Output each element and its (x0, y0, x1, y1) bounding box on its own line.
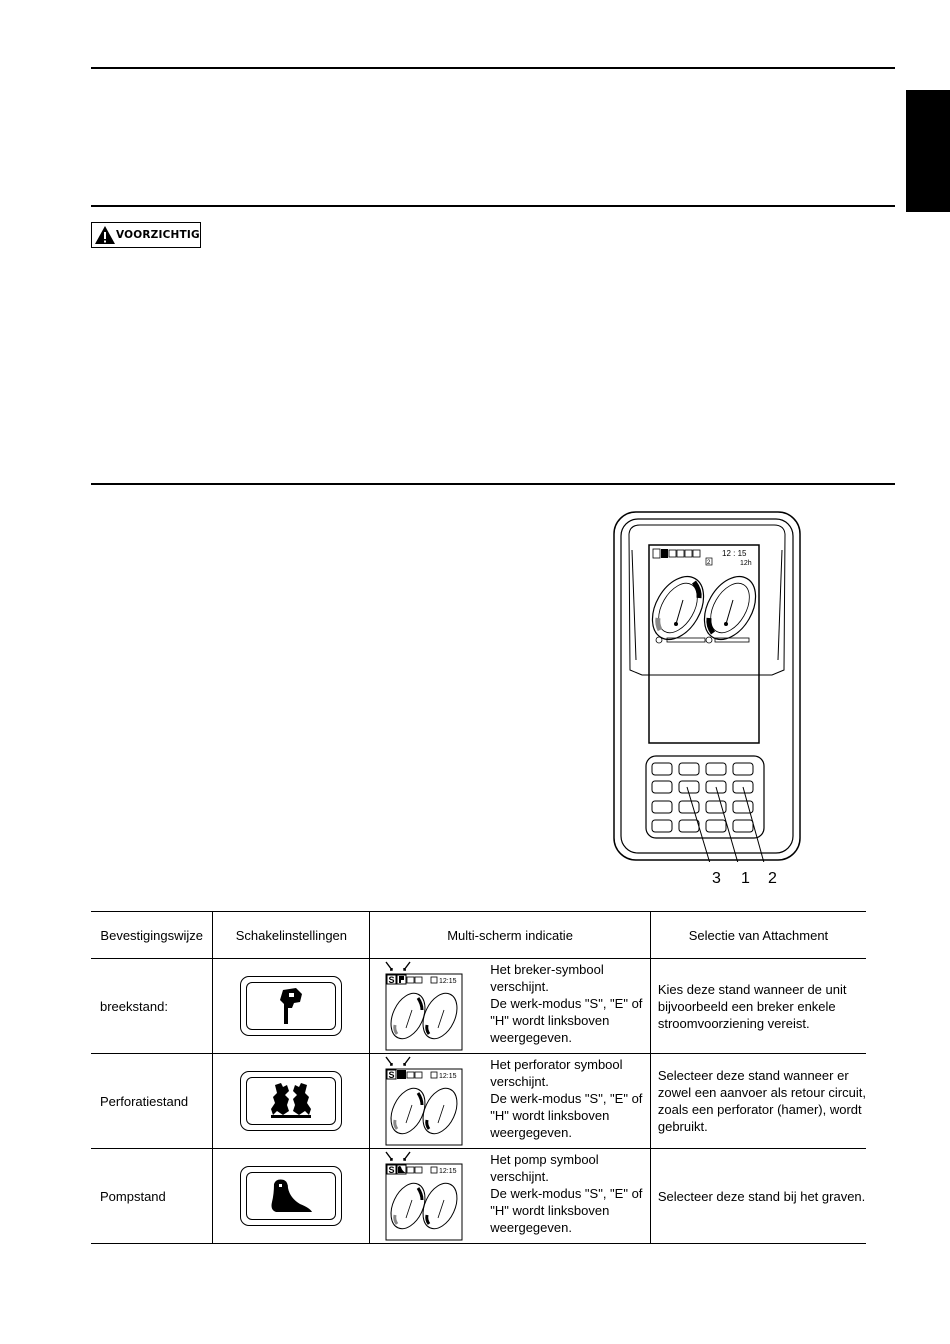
mount-cell: Perforatiestand (91, 1054, 213, 1149)
indication-line: De werk-modus "S", "E" of (490, 996, 643, 1011)
perforator-icon (269, 1081, 313, 1121)
monitor-indicator: 2 (707, 560, 711, 566)
callout-3: 3 (712, 870, 721, 887)
header-selection: Selectie van Attachment (650, 912, 866, 959)
caution-label (91, 222, 201, 248)
screen-cell (370, 959, 651, 1054)
table-header-row (91, 912, 866, 959)
pump-icon (266, 1176, 316, 1216)
switch-cell (213, 1149, 370, 1244)
indication-line: "H" wordt linksboven (490, 1108, 610, 1123)
selection-line: Kies deze stand wanneer de unit (657, 981, 847, 997)
selection-line: gebruikt. (657, 1119, 708, 1134)
indication-line: Het breker-symbool (490, 962, 604, 977)
attachment-mode-table (91, 911, 866, 1244)
table-row (91, 959, 866, 1054)
right-gauge (694, 568, 766, 649)
section-rule-2 (91, 483, 895, 485)
top-rule (91, 67, 895, 69)
mini-clock: 12:15 (439, 1168, 457, 1175)
selection-line: Selecteer deze stand bij het graven. (657, 1188, 866, 1204)
indication-line: Het perforator symbool (490, 1057, 623, 1072)
mount-cell: Pompstand (91, 1149, 213, 1244)
switch-cell (213, 1054, 370, 1149)
table-row (91, 1149, 866, 1244)
selection-line: Selecteer deze stand wanneer er (657, 1068, 849, 1083)
indication-line: weergegeven. (490, 1030, 572, 1045)
indication-line: De werk-modus "S", "E" of (490, 1186, 643, 1201)
indication-line: weergegeven. (490, 1220, 572, 1235)
header-screen: Multi-scherm indicatie (370, 912, 651, 959)
callout-1: 1 (741, 870, 750, 887)
mini-screen-breaker (384, 960, 464, 1052)
indication-line: De werk-modus "S", "E" of (490, 1091, 643, 1106)
mount-cell: breekstand: (91, 959, 213, 1054)
section-rule-1 (91, 205, 895, 207)
indication-line: "H" wordt linksboven (490, 1203, 610, 1218)
indication-line: Het pomp symbool (490, 1152, 599, 1167)
mini-mode-letter: S (388, 1070, 395, 1080)
monitor-clock: 12 : 15 (722, 549, 747, 558)
selection-cell (650, 1149, 866, 1244)
table-row (91, 1054, 866, 1149)
chapter-tab (906, 90, 950, 212)
indication-line: verschijnt. (490, 1074, 549, 1089)
caution-text: VOORZICHTIG (116, 229, 200, 241)
callout-2: 2 (768, 870, 777, 887)
screen-cell (370, 1149, 651, 1244)
switch-cell (213, 959, 370, 1054)
selection-line: zoals een perforator (hamer), wordt (657, 1102, 862, 1117)
indication-line: weergegeven. (490, 1125, 572, 1140)
mini-mode-letter: S (388, 1165, 395, 1175)
mini-screen-perforator (384, 1055, 464, 1147)
header-switch: Schakelinstellingen (213, 912, 370, 959)
selection-line: stroomvoorziening vereist. (657, 1015, 810, 1031)
mini-clock: 12:15 (439, 1073, 457, 1080)
indication-line: verschijnt. (490, 979, 549, 994)
breaker-icon (276, 986, 306, 1026)
left-gauge (642, 568, 714, 649)
header-mount: Bevestigingswijze (91, 912, 213, 959)
indication-line: "H" wordt linksboven (490, 1013, 610, 1028)
mini-screen-pump (384, 1150, 464, 1242)
mini-clock: 12:15 (439, 978, 457, 985)
selection-cell (650, 1054, 866, 1149)
selection-line: zowel een aanvoer als retour circuit, (657, 1085, 866, 1100)
screen-cell (370, 1054, 651, 1149)
monitor-illustration (612, 510, 802, 862)
selection-line: bijvoorbeeld een breker enkele (657, 998, 836, 1014)
monitor-hours: 12h (740, 560, 752, 567)
warning-triangle-icon (94, 224, 116, 246)
selection-cell (650, 959, 866, 1054)
indication-line: verschijnt. (490, 1169, 549, 1184)
mini-mode-letter: S (388, 975, 395, 985)
